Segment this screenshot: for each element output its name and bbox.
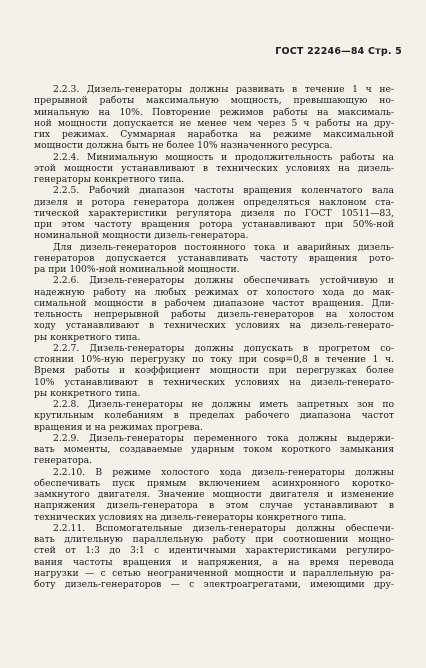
text-line: вать длительную параллельную работу при соотношении мощно- bbox=[34, 534, 394, 545]
text-line: стей от 1:3 до 3:1 с идентичными характеристиками регулиро- bbox=[34, 545, 394, 557]
paragraph bbox=[34, 84, 394, 152]
paragraph bbox=[34, 275, 394, 343]
text-line: симальной мощности в рабочем диапазоне частот вращения. Дли- bbox=[34, 297, 394, 309]
text-line: 2.2.5. Рабочий диапазон частоты вращения коленчатого вала bbox=[53, 185, 394, 197]
text-line: генераторов допускается устанавливать частоту вращения рото- bbox=[34, 252, 394, 264]
text-line: нагрузки — с сетью неограниченной мощности и параллельную ра- bbox=[34, 567, 394, 579]
text-line: 2.2.11. Вспомогательные дизель-генераторы должны обеспечи- bbox=[53, 522, 394, 534]
text-line: обеспечивать пуск прямым включением асинхронного коротко- bbox=[34, 477, 394, 489]
text-line: вращения и на режимах прогрева. bbox=[34, 421, 203, 433]
paragraph bbox=[34, 242, 394, 276]
text-line: технических условиях на дизель-генераторы конкретного типа. bbox=[34, 511, 347, 523]
paragraph bbox=[34, 185, 394, 241]
text-line: генератора. bbox=[34, 455, 93, 467]
text-line: этой мощности устанавливают в технических условиях на дизель- bbox=[34, 162, 394, 174]
text-line: Время работы и коэффициент мощности при перегрузках более bbox=[34, 365, 394, 377]
text-line: замкнутого двигателя. Значение мощности двигателя и изменение bbox=[34, 489, 394, 500]
text-line: Для дизель-генераторов постоянного тока и аварийных дизель- bbox=[53, 241, 394, 253]
text-line: прерывной работы максимальную мощность, превышающую но- bbox=[34, 95, 394, 107]
paragraph bbox=[34, 399, 394, 433]
text-line: при этом частоту вращения ротора устанавливают при 50%-ной bbox=[34, 219, 394, 230]
text-line: вать моменты, создаваемые ударным током короткого замыкания bbox=[34, 444, 394, 455]
text-line: крутильным колебаниям в пределах рабочего диапазона частот bbox=[34, 410, 394, 422]
text-line: 2.2.4. Минимальную мощность и продолжительность работы на bbox=[53, 151, 394, 163]
text-line: боту дизель-генераторов — с электроагрегатами, имеющими дру- bbox=[34, 579, 394, 590]
text-line: тельность непрерывной работы дизель-генераторов на холостом bbox=[34, 309, 394, 320]
paragraph bbox=[34, 467, 394, 523]
text-line: 2.2.7. Дизель-генераторы должны допускать в прогретом со- bbox=[53, 342, 394, 354]
text-line: тической характеристики регулятора дизеля по ГОСТ 10511—83, bbox=[34, 207, 394, 219]
text-line: 2.2.10. В режиме холостого хода дизель-генераторы должны bbox=[53, 466, 394, 478]
text-line: номинальной мощности дизель-генератора. bbox=[34, 230, 249, 242]
text-line: 2.2.3. Дизель-генераторы должны развивать в течение 1 ч не- bbox=[53, 84, 394, 95]
paragraph bbox=[34, 152, 394, 186]
text-line: мощности должна быть не более 10% назначенного ресурса. bbox=[34, 140, 333, 152]
text-line: гих режимах. Суммарная наработка на режиме максимальной bbox=[34, 129, 394, 140]
page-header: ГОСТ 22246—84 Стр. 5 bbox=[275, 46, 402, 57]
text-line: минальную на 10%. Повторение режимов работы на максималь- bbox=[34, 106, 394, 118]
text-line: 2.2.6. Дизель-генераторы должны обеспечивать устойчивую и bbox=[53, 275, 394, 287]
text-line: дизеля и ротора генератора должен определяться наклоном ста- bbox=[34, 196, 394, 208]
text-line: генераторы конкретного типа. bbox=[34, 174, 185, 185]
text-line: ходу устанавливают в технических условиях на дизель-генерато- bbox=[34, 320, 394, 332]
text-line: стоянии 10%-ную перегрузку по току при cosφ=0,8 в течение 1 ч. bbox=[34, 354, 394, 365]
text-line: 2.2.9. Дизель-генераторы переменного тока должны выдержи- bbox=[53, 432, 394, 444]
text-line: ры конкретного типа. bbox=[34, 331, 141, 343]
document-body bbox=[34, 84, 394, 590]
text-line: ной мощности допускается не менее чем через 5 ч работы на дру- bbox=[34, 117, 394, 129]
text-line: 2.2.8. Дизель-генераторы не должны иметь запретных зон по bbox=[53, 399, 394, 410]
text-line: ры конкретного типа. bbox=[34, 387, 141, 399]
text-line: вания частоты вращения и напряжения, а на время перевода bbox=[34, 556, 394, 568]
text-line: напряжения дизель-генератора в этом случае устанавливают в bbox=[34, 500, 394, 512]
text-line: 10% устанавливают в технических условиях на дизель-генерато- bbox=[34, 376, 394, 388]
paragraph bbox=[34, 523, 394, 591]
paragraph bbox=[34, 433, 394, 467]
paragraph bbox=[34, 343, 394, 399]
text-line: ра при 100%-ной номинальной мощности. bbox=[34, 264, 240, 275]
text-line: надежную работу на любых режимах от холостого хода до мак- bbox=[34, 286, 394, 298]
